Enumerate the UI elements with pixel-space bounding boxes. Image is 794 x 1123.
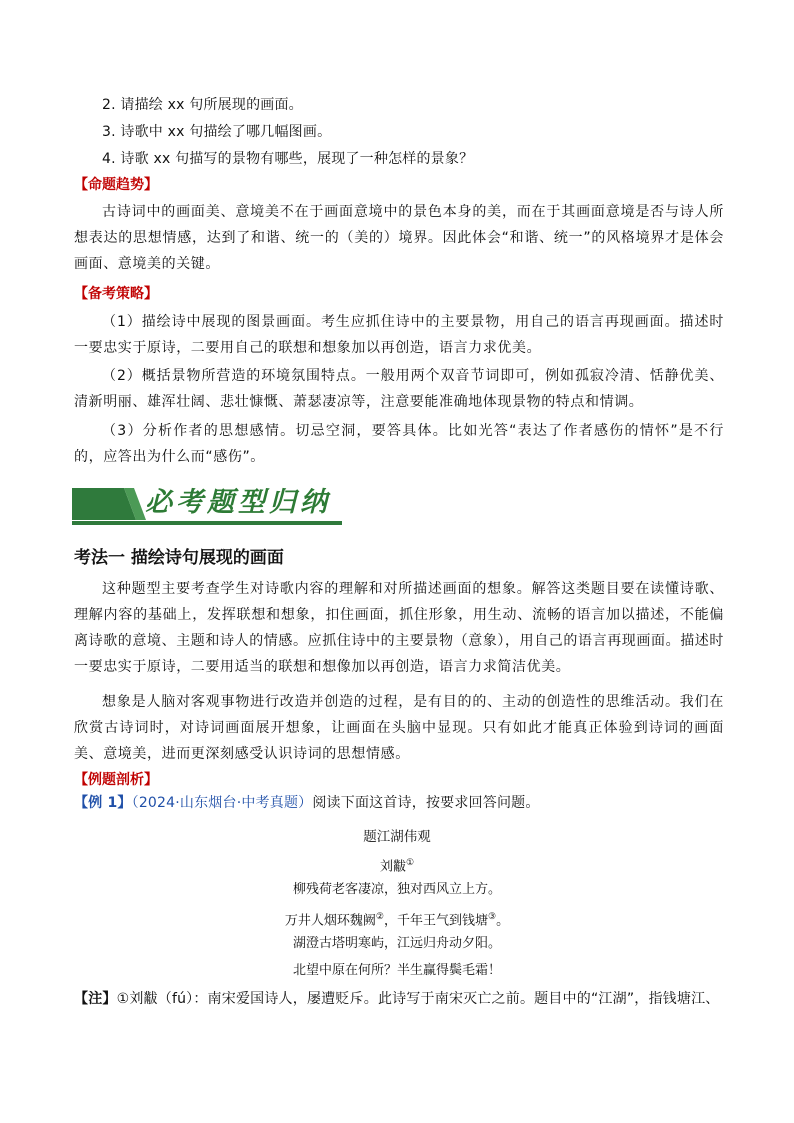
poem-line-3: 湖澄古塔明寒屿，江远归舟动夕阳。 xyxy=(292,936,501,951)
poem-author xyxy=(0,855,794,875)
example-instruction: 阅读下面这首诗，按要求回答问题。 xyxy=(312,795,540,811)
poem-author-name: 刘黻 xyxy=(379,859,406,875)
poem-author-note-mark: ① xyxy=(405,858,415,868)
note-label: 【注】 xyxy=(74,991,117,1007)
poem-note-mark-3: ③ xyxy=(488,912,497,922)
trend-paragraph: 古诗词中的画面美、意境美不在于画面意境中的景色本身的美，而在于其画面意境是否与诗人所想表达的思想情感，达到了和谐、统一的（美的）境界。因此体会“和谐、统一”的风格境界才是体会画面、意境美的关键。 xyxy=(74,204,724,272)
note-line xyxy=(74,990,719,1008)
poem-note-mark-2: ② xyxy=(375,912,384,922)
question-3: 3. 诗歌中 xx 句描绘了哪几幅图画。 xyxy=(102,124,332,140)
example-line xyxy=(74,794,540,812)
note-text: ①刘黻（fú）：南宋爱国诗人，屡遭贬斥。此诗写于南宋灭亡之前。题目中的“江湖”，指钱塘江、 xyxy=(116,991,720,1007)
poem-line-1: 柳残荷老客凄凉，独对西风立上方。 xyxy=(292,882,501,897)
poem-line-2-part-3: 。 xyxy=(496,913,510,929)
banner-title: 必考题型归纳 xyxy=(145,487,331,518)
banner-underline xyxy=(72,521,342,525)
method-1-paragraph-2: 想象是人脑对客观事物进行改造并创造的过程，是有目的的、主动的创造性的思维活动。我们在欣赏古诗词时，对诗词画面展开想象，让画面在头脑中显现。只有如此才能真正体验到诗词的画面美、意境美，进而更深刻感受认识诗词的思想情感。 xyxy=(74,694,724,762)
question-4: 4. 诗歌 xx 句描写的景物有哪些，展现了一种怎样的景象？ xyxy=(102,151,474,167)
trend-heading: 【命题趋势】 xyxy=(74,177,158,193)
strategy-item-1: （1）描绘诗中展现的图景画面。考生应抓住诗中的主要景物，用自己的语言再现画面。描述时一要忠实于原诗，二要用自己的联想和想象加以再创造，语言力求优美。 xyxy=(74,314,724,356)
poem-line-2 xyxy=(0,909,794,929)
strategy-heading: 【备考策略】 xyxy=(74,286,158,302)
example-heading: 【例题剖析】 xyxy=(74,772,158,788)
poem-title: 题江湖伟观 xyxy=(363,829,431,845)
strategy-item-3: （3）分析作者的思想感情。切忌空洞，要答具体。比如光答“表达了作者感伤的情怀”是不行的，应答出为什么而“感伤”。 xyxy=(74,423,724,465)
poem-line-2-part-2: ，千年王气到钱塘 xyxy=(383,913,488,929)
question-2: 2. 请描绘 xx 句所展现的画面。 xyxy=(102,97,303,113)
method-1-title: 考法一 描绘诗句展现的画面 xyxy=(74,548,284,568)
example-label: 【例 1】 xyxy=(74,795,132,811)
strategy-item-2: （2）概括景物所营造的环境氛围特点。一般用两个双音节词即可，例如孤寂冷清、恬静优美、清新明丽、雄浑壮阔、悲壮慷慨、萧瑟凄凉等，注意要能准确地体现景物的特点和情调。 xyxy=(74,368,724,410)
example-source: （2024·山东烟台·中考真题） xyxy=(131,795,313,811)
poem-line-2-part-1: 万井人烟环魏阙 xyxy=(284,913,376,929)
method-1-paragraph-1: 这种题型主要考查学生对诗歌内容的理解和对所描述画面的想象。解答这类题目要在读懂诗歌、理解内容的基础上，发挥联想和想象，扣住画面，抓住形象，用生动、流畅的语言加以描述，不能偏离诗歌的意境、主题和诗人的情感。应抓住诗中的主要景物（意象），用自己的语言再现画面。描述时一要忠实于原诗，二要用适当的联想和想像加以再创造，语言力求简洁优美。 xyxy=(74,581,724,675)
poem-line-4: 北望中原在何所？半生赢得鬓毛霜！ xyxy=(292,963,501,978)
